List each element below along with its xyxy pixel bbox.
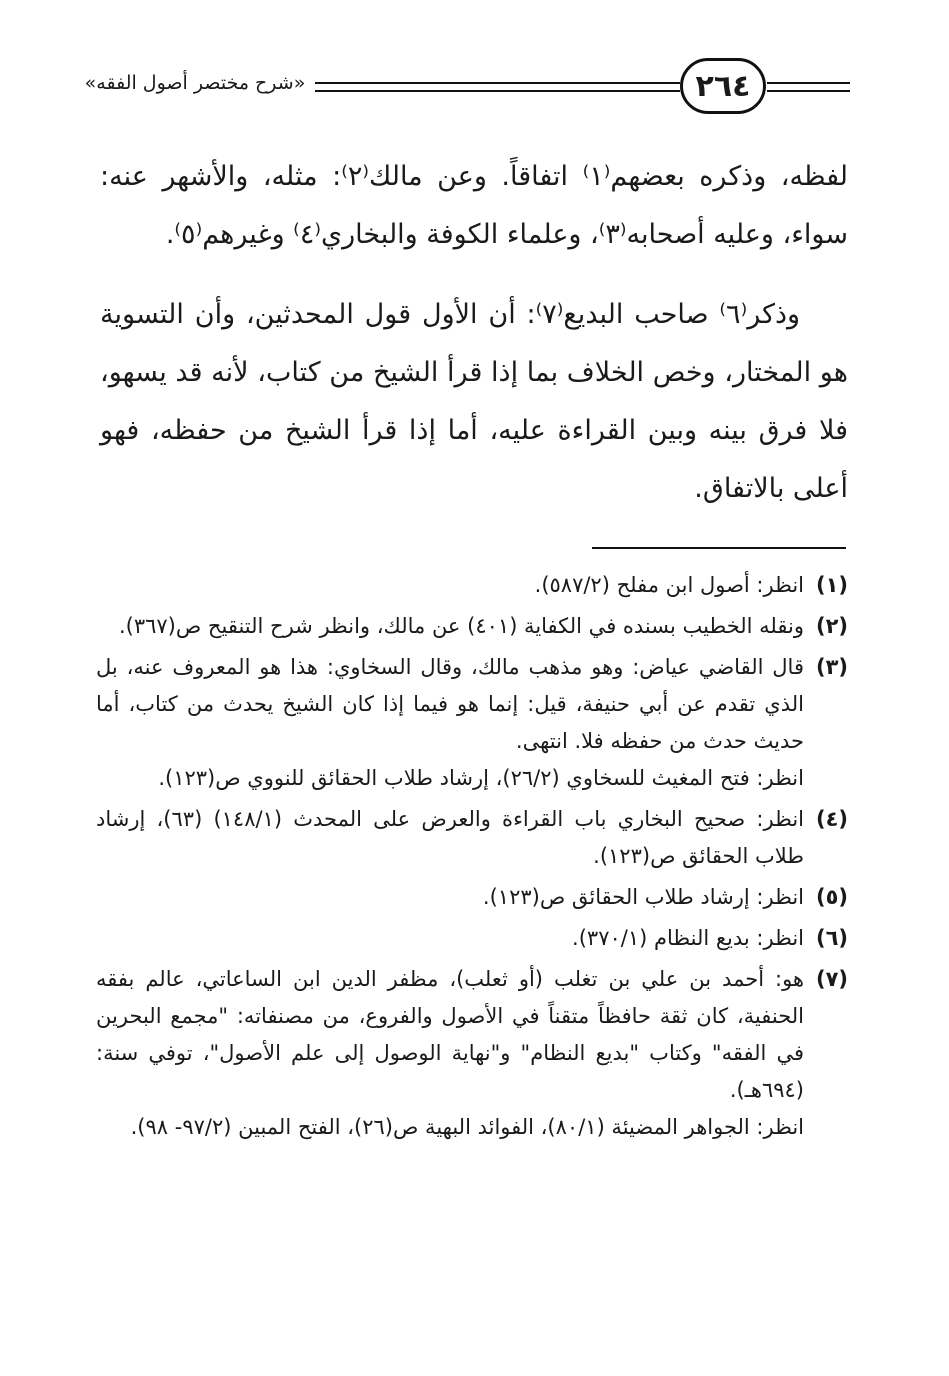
footnote-line: انظر: فتح المغيث للسخاوي (٢٦/٢)، إرشاد طلاب الحقائق للنووي ص(١٢٣).: [158, 766, 804, 790]
footnote-separator: [592, 547, 846, 549]
footnote: [96, 801, 848, 875]
paragraph: لفظه، وذكره بعضهم⁽١⁾ اتفاقاً. وعن مالك⁽٢⁾: مثله، والأشهر عنه: سواء، وعليه أصحابه⁽٣⁾، وعلماء الكوفة والبخاري⁽٤⁾ وغيرهم⁽٥⁾.: [100, 161, 848, 250]
header-rule-left: [315, 82, 680, 92]
footnote-text: [96, 649, 804, 797]
footnote-line: هو: أحمد بن علي بن تغلب (أو ثعلب)، مظفر الدين ابن الساعاتي، عالم بفقه الحنفية، كان ثقة حافظاً متقناً في الأصول والفروع، من مصنفاته: "مجمع البحرين في الفقه" وكتاب "بديع النظام" و"نهاية الوصول إلى علم الأصول"، توفي سنة: (٦٩٤هـ).: [96, 967, 804, 1102]
footnote-line: انظر: أصول ابن مفلح (٥٨٧/٢).: [534, 573, 804, 597]
footnote: [96, 649, 848, 797]
footnotes: [96, 567, 848, 1150]
footnote-line: انظر: إرشاد طلاب الحقائق ص(١٢٣).: [482, 885, 804, 909]
footnote: [96, 961, 848, 1146]
footnote-text: [96, 961, 804, 1146]
running-title: «شرح مختصر أصول الفقه»: [84, 72, 306, 94]
footnote: [96, 879, 848, 916]
footnote-line: انظر: الجواهر المضيئة (٨٠/١)، الفوائد البهية ص(٢٦)، الفتح المبين (٩٧/٢- ٩٨).: [130, 1115, 804, 1139]
footnote: [96, 567, 848, 604]
footnote-text: [96, 567, 804, 604]
footnote: [96, 920, 848, 957]
paragraph: وذكر⁽٦⁾ صاحب البديع⁽٧⁾: أن الأول قول المحدثين، وأن التسوية هو المختار، وخص الخلاف بما إذا قرأ الشيخ من كتاب، لأنه قد يسهو، فلا فرق بينه وبين القراءة عليه، أما إذا قرأ الشيخ من حفظه، فهو أعلى بالاتفاق.: [100, 299, 848, 504]
page-header: [80, 52, 850, 128]
footnote-number: (٣): [815, 655, 848, 679]
footnote-number: (٦): [815, 926, 848, 950]
footnote-number: (٤): [815, 807, 848, 831]
footnote-text: [96, 801, 804, 875]
footnote-number: (٧): [815, 967, 848, 991]
footnote-text: [96, 920, 804, 957]
footnote-number: (٥): [815, 885, 848, 909]
footnote-text: [96, 608, 804, 645]
footnote-number: (٢): [815, 614, 848, 638]
footnote-line: قال القاضي عياض: وهو مذهب مالك، وقال السخاوي: هذا هو المعروف عنه، بل الذي تقدم عن أبي حنيفة، قيل: إنما هو فيما إذا كان الشيخ يحدث من كتاب، أما حديث حدث من حفظه فلا. انتهى.: [96, 655, 804, 753]
footnote-line: انظر: بديع النظام (٣٧٠/١).: [572, 926, 804, 950]
footnote: [96, 608, 848, 645]
page-number: ٢٦٤: [680, 58, 766, 114]
footnote-line: انظر: صحيح البخاري باب القراءة والعرض على المحدث (١٤٨/١) (٦٣)، إرشاد طلاب الحقائق ص(١٢٣).: [96, 807, 804, 868]
main-text: [100, 148, 848, 540]
footnote-number: (١): [815, 573, 848, 597]
header-rule-right: [767, 82, 850, 92]
footnote-text: [96, 879, 804, 916]
footnote-line: ونقله الخطيب بسنده في الكفاية (٤٠١) عن مالك، وانظر شرح التنقيح ص(٣٦٧).: [118, 614, 804, 638]
